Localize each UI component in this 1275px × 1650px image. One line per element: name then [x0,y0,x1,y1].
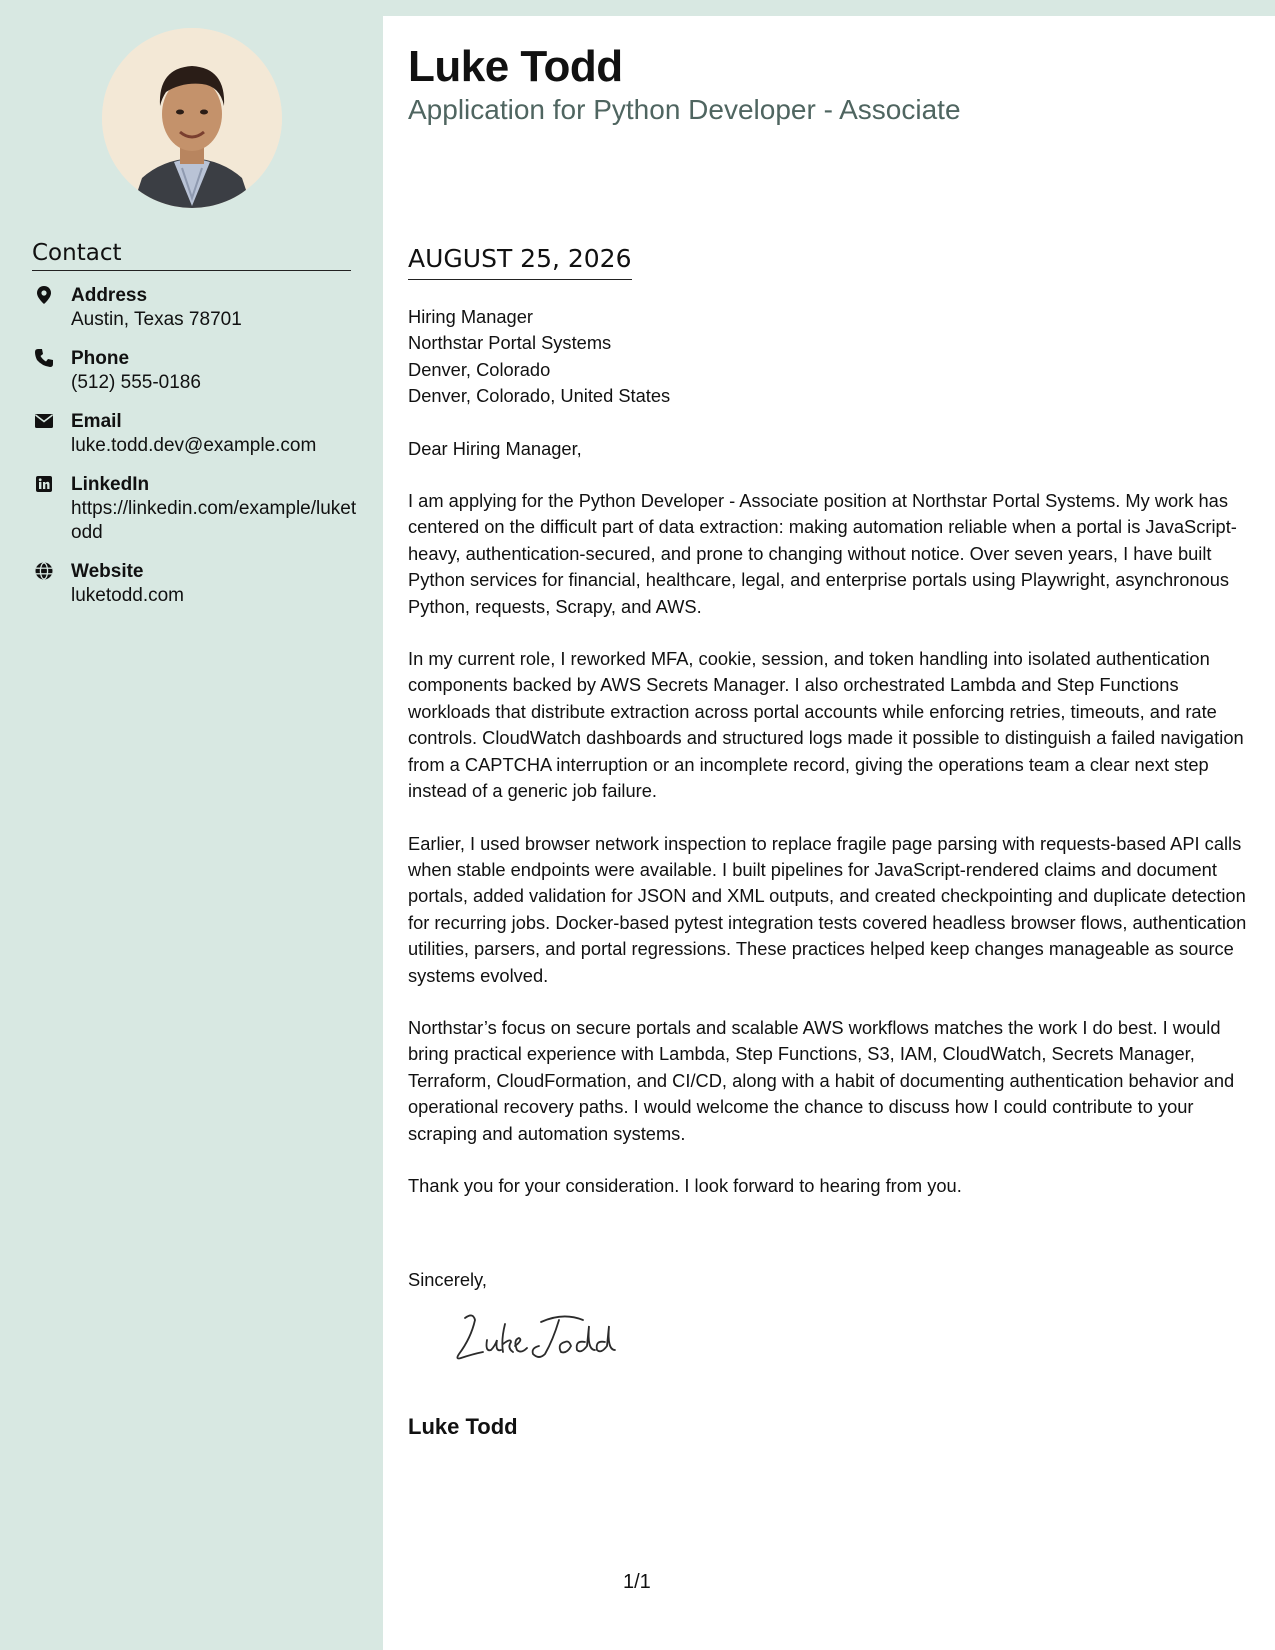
contact-label: Phone [71,348,130,369]
map-pin-icon [35,286,53,304]
contact-heading: Contact [32,240,351,271]
applicant-name: Luke Todd [408,42,623,91]
globe-icon [35,562,53,580]
contact-email [32,410,362,458]
contact-value: Austin, Texas 78701 [71,309,242,330]
contact-label: Address [71,285,148,306]
contact-value[interactable]: luke.todd.dev@example.com [71,435,317,456]
body-paragraph: I am applying for the Python Developer - Associate position at Northstar Portal Systems. My work has centered on the difficult part of data extraction: making automation reliable when a portal is JavaScript-heavy, authentication-secured, and prone to changing without notice. Over seven years, I have built Python services for financial, healthcare, legal, and enterprise portals using Playwright, asynchronous Python, requests, Scrapy, and AWS. [408,490,1237,617]
contact-value[interactable]: luketodd.com [71,585,185,606]
page-number: 1/1 [623,1571,651,1593]
recipient-line: Northstar Portal Systems [408,332,612,354]
profile-photo [102,28,282,208]
letter-main [383,16,1275,1650]
signer-name: Luke Todd [408,1414,518,1439]
envelope-icon [35,412,53,430]
body-paragraph: Northstar’s focus on secure portals and scalable AWS workflows matches the work I do best. I would bring practical experience with Lambda, Step Functions, S3, IAM, CloudWatch, Secrets Manager, Terraform, CloudFormation, and CI/CD, along with a habit of documenting authentication behavior and operational recovery paths. I would welcome the chance to discuss how I could contribute to your scraping and automation systems. [408,1016,1235,1144]
contact-linkedin [32,473,362,545]
sidebar [0,0,383,1650]
salutation: Dear Hiring Manager, [408,437,582,459]
contact-address [32,284,362,332]
contact-website [32,560,362,608]
body-paragraph: Earlier, I used browser network inspection to replace fragile page parsing with requests-based API calls when stable endpoints were available. I built pipelines for JavaScript-rendered claims and document portals, added validation for JSON and XML outputs, and created checkpointing and duplicate detection for recurring jobs. Docker-based pytest integration tests covered headless browser flows, authentication utilities, parsers, and portal regressions. These practices helped keep changes manageable as source systems evolved. [408,832,1247,986]
recipient-line: Hiring Manager [408,306,533,327]
application-subtitle: Application for Python Developer - Associate [408,94,961,125]
body-paragraph: In my current role, I reworked MFA, cookie, session, and token handling into isolated authentication components backed by AWS Secrets Manager. I also orchestrated Lambda and Step Functions workloads that distribute extraction across portal accounts while enforcing retries, timeouts, and rate controls. CloudWatch dashboards and structured logs made it possible to distinguish a failed navigation from a CAPTCHA interruption or an incomplete record, giving the operations team a clear next step instead of a generic job failure. [408,648,1244,802]
contact-label: LinkedIn [71,474,150,495]
body-paragraph: Thank you for your consideration. I look forward to hearing from you. [408,1174,962,1196]
contact-value[interactable]: https://linkedin.com/example/luketodd [71,498,357,543]
phone-icon [35,349,53,367]
letter-body [408,304,1253,1225]
recipient-block [408,304,1253,410]
contact-phone [32,347,362,395]
recipient-line: Denver, Colorado [408,358,551,380]
contact-label: Website [71,561,144,582]
recipient-line: Denver, Colorado, United States [408,385,671,407]
contact-value: (512) 555-0186 [71,372,201,393]
linkedin-icon [35,475,53,493]
letter-date: AUGUST 25, 2026 [408,244,632,280]
closing: Sincerely, [408,1269,487,1290]
contact-list [32,284,362,623]
contact-label: Email [71,411,122,432]
handwritten-signature [453,1310,623,1369]
